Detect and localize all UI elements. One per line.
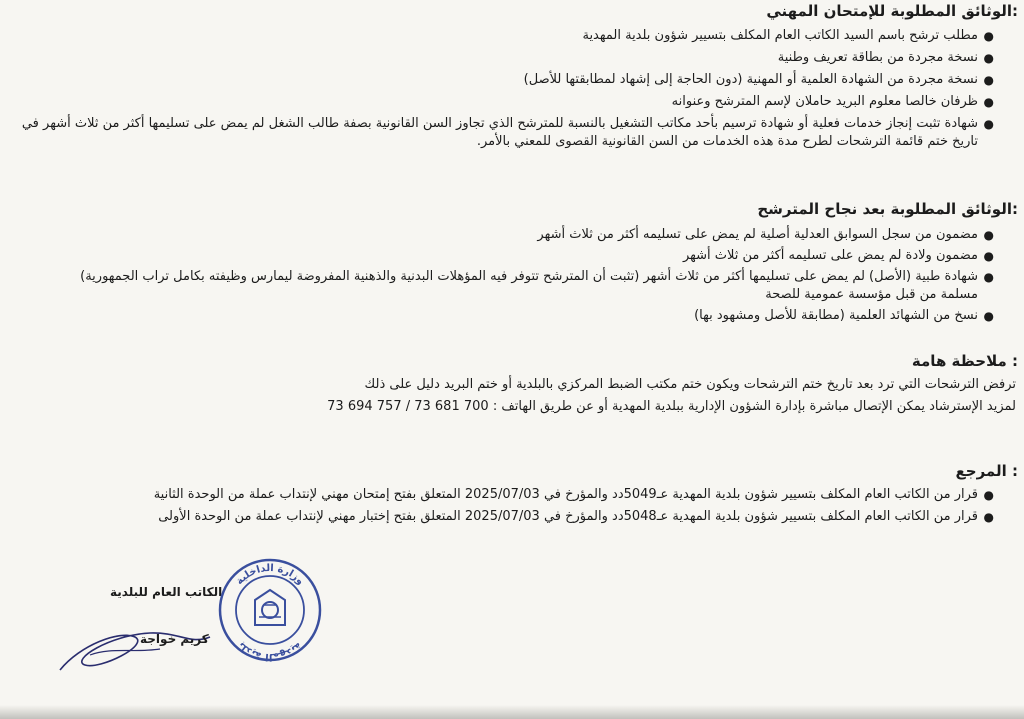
references-list [52,486,1012,526]
bullet-icon: ● [983,228,994,242]
list-item: ● قرار من الكاتب العام المكلف بتسيير شؤون بلدية المهدية عـ5048دد والمؤرخ في 2025/07/03 المتعلق بفتح إختبار مهني لإنتداب عملة من الوحدة الأولى [158,509,994,524]
note-line-1: ترفض الترشحات التي ترد بعد تاريخ ختم الترشحات ويكون ختم مكتب الضبط المركزي بالبلدية أو ختم البريد دليل على ذلك [364,377,1016,392]
bullet-icon: ● [983,249,994,263]
list-item: ● نسخة مجردة من بطاقة تعريف وطنية [777,50,994,65]
bullet-icon: ● [983,29,994,43]
list-item: ● قرار من الكاتب العام المكلف بتسيير شؤون بلدية المهدية عـ5049دد والمؤرخ في 2025/07/03 المتعلق بفتح إمتحان مهني لإنتداب عملة من الوحدة الثانية [153,487,994,502]
note-heading: ملاحظة هامة : [911,352,1018,370]
page-edge-shadow [0,705,1024,719]
section2-list [52,226,1012,325]
note-line-2-text: لمزيد الإسترشاد يمكن الإتصال مباشرة بإدارة الشؤون الإدارية ببلدية المهدية أو عن طريق الهاتف : [492,399,1016,414]
list-item: ● شهادة تثبت إنجاز خدمات فعلية أو شهادة ترسيم بأحد مكاتب التشغيل بالنسبة للمترشح الذي تجاوز السن القانونية بصفة طالب الشغل لم يمض على تسليمها أكثر من ثلاث أشهر في تاريخ ختم قائمة الترشحات لطرح مدة هذه الخدمات من السن القانونية القصوى للمعني بالأمر. [21,116,994,149]
bullet-icon: ● [983,270,994,284]
note-line-2 [16,397,1016,416]
bullet-icon: ● [983,488,994,502]
list-item: ● مضمون ولادة لم يمض على تسليمه أكثر من ثلاث أشهر [682,248,994,263]
list-item: ● نسخ من الشهائد العلمية (مطابقة للأصل ومشهود بها) [694,308,994,323]
bullet-icon: ● [983,95,994,109]
references-heading: المرجع : [955,462,1018,480]
list-item: ● نسخة مجردة من الشهادة العلمية أو المهنية (دون الحاجة إلى إشهاد لمطابقتها للأصل) [523,72,994,87]
bullet-icon: ● [983,309,994,323]
handwritten-signature-icon [40,575,240,685]
list-item: ● مضمون من سجل السوابق العدلية أصلية لم يمض على تسليمه أكثر من ثلاث أشهر [537,227,994,242]
bullet-icon: ● [983,73,994,87]
bullet-icon: ● [983,51,994,65]
signatory-name: كريم خواجة [140,632,209,646]
section1-heading: الوثائق المطلوبة للإمتحان المهني: [766,2,1018,20]
section1-list [12,27,1012,151]
list-item: ● مطلب ترشح باسم السيد الكاتب العام المكلف بتسيير شؤون بلدية المهدية [582,28,994,43]
bullet-icon: ● [983,510,994,524]
section2-heading: الوثائق المطلوبة بعد نجاح المترشح: [757,200,1018,218]
stamp-text-bottom: بلدية المهدية [236,639,304,663]
signatory-title: الكاتب العام للبلدية [110,585,223,599]
stamp-text-top: وزارة الداخلية [234,562,306,588]
official-stamp-icon [215,555,325,665]
list-item: ● ظرفان خالصا معلوم البريد حاملان لإسم المترشح وعنوانه [671,94,994,109]
signature-block [40,555,330,695]
phone-numbers: 73 694 757 / 73 681 700 [327,399,489,414]
list-item: ● شهادة طبية (الأصل) لم يمض على تسليمها أكثر من ثلاث أشهر (تثبت أن المترشح تتوفر فيه المؤهلات البدنية والذهنية المفروضة ليمارس وظيفته بكامل تراب الجمهورية) مسلمة من قبل مؤسسة عمومية للصحة [80,269,994,302]
bullet-icon: ● [983,117,994,131]
svg-text:بلدية المهدية [236,640,304,662]
